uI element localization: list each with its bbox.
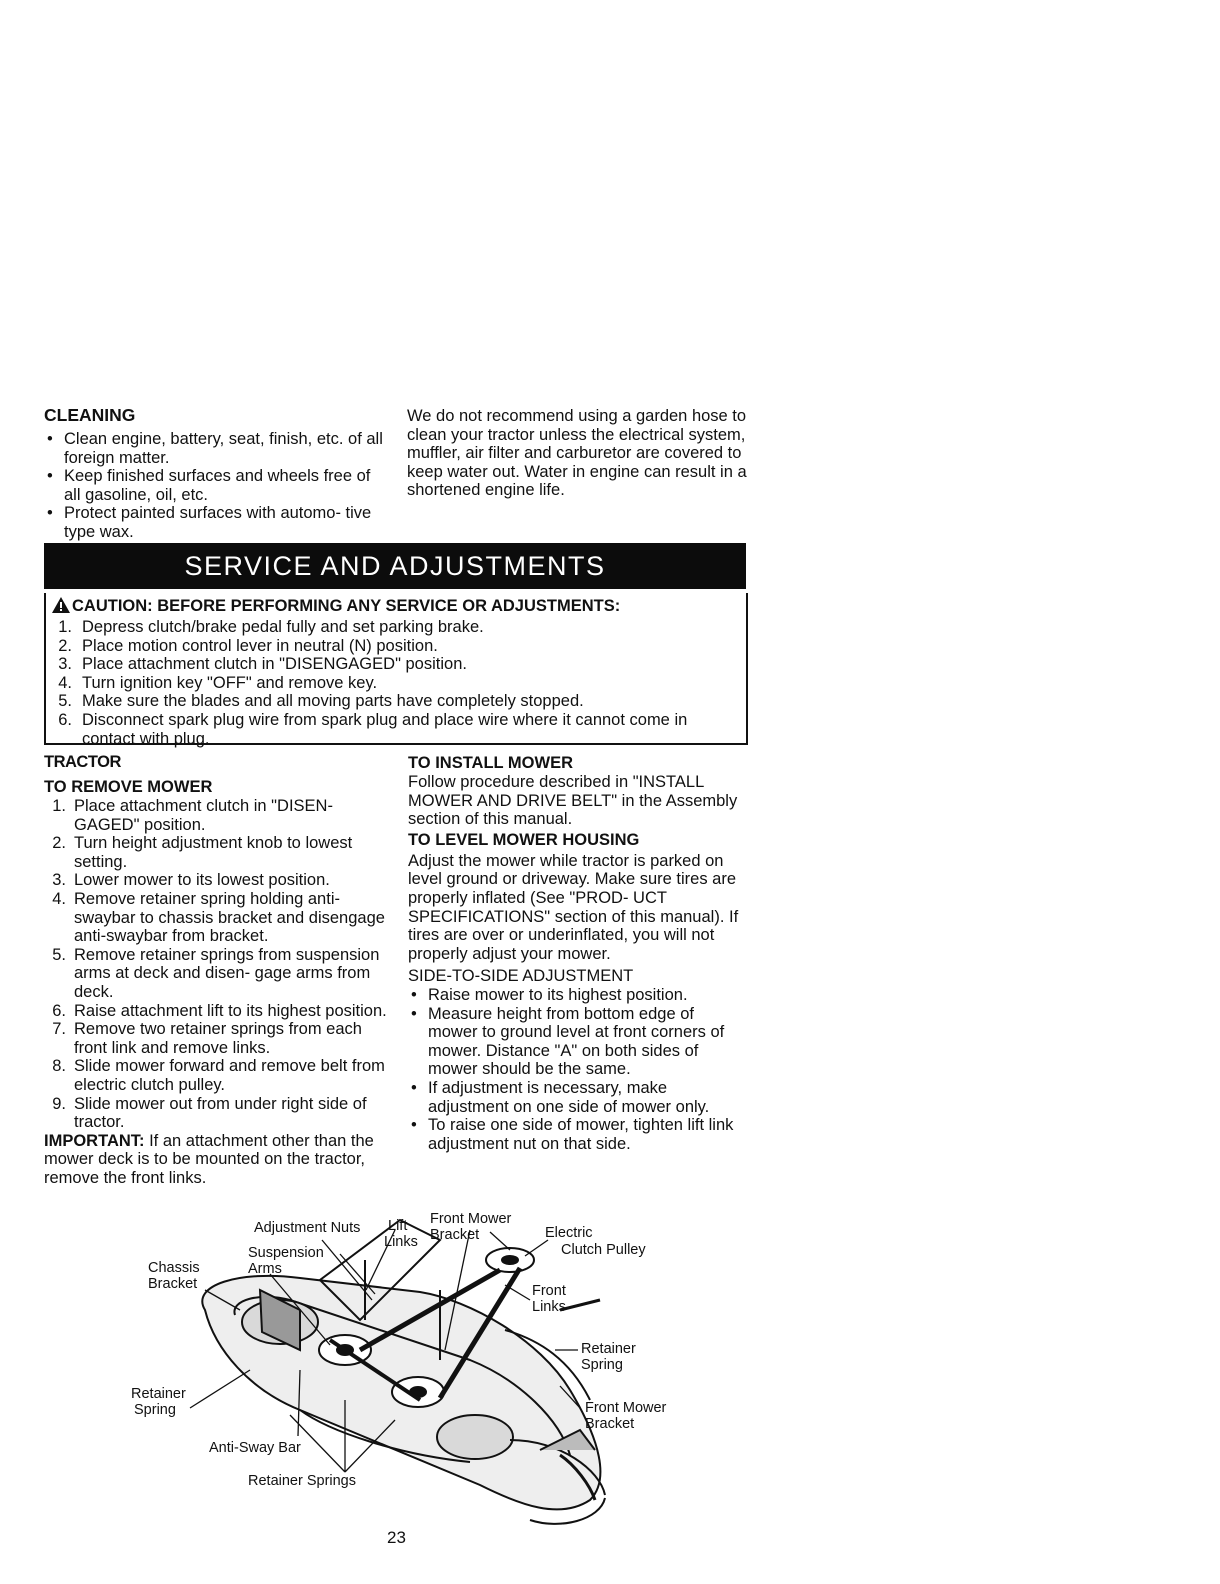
list-item: 4. Turn ignition key "OFF" and remove key.	[58, 673, 378, 692]
label-electric: Electric	[545, 1225, 593, 1241]
remove-mower-heading: TO REMOVE MOWER	[44, 778, 213, 796]
list-item: 6. Disconnect spark plug wire from spark plug and place wire where it cannot come in contact with plug.	[58, 710, 688, 748]
label-retainer-right: Retainer	[581, 1341, 636, 1357]
level-mower-heading: TO LEVEL MOWER HOUSING	[408, 830, 640, 849]
list-item: 1. Place attachment clutch in "DISEN- GAGED" position.	[52, 797, 333, 834]
list-item: 3. Place attachment clutch in "DISENGAGED" position.	[58, 655, 467, 674]
side-to-side-list	[408, 986, 748, 1153]
label-front: Front	[532, 1283, 566, 1299]
list-item: 9. Slide mower out from under right side of tractor.	[52, 1094, 367, 1132]
cleaning-heading: CLEANING	[44, 405, 136, 425]
label-spring-right: Spring	[581, 1357, 623, 1373]
tractor-section	[44, 753, 390, 1187]
list-item: 2. Turn height adjustment knob to lowest setting.	[52, 834, 353, 871]
label-retainer-left: Retainer	[131, 1386, 186, 1402]
cleaning-section	[44, 406, 390, 542]
label-bracket-top: Bracket	[430, 1227, 480, 1243]
list-item: • Measure height from bottom edge of mower to ground level at front corners of mower. Distance "A" on both sides of mower should be the same.	[408, 1005, 748, 1079]
list-item: • Clean engine, battery, seat, finish, etc. of all foreign matter.	[44, 430, 384, 467]
list-item: 4. Remove retainer spring holding anti- swaybar to chassis bracket and disengage anti-swaybar from bracket.	[52, 889, 385, 946]
label-links: Links	[384, 1234, 418, 1250]
label-arms: Arms	[248, 1261, 282, 1277]
page-title: SERVICE AND ADJUSTMENTS	[184, 551, 606, 581]
important-label: IMPORTANT:	[44, 1131, 145, 1150]
section-banner	[44, 543, 746, 589]
list-item: 8. Slide mower forward and remove belt from electric clutch pulley.	[52, 1057, 385, 1094]
list-item: 2. Place motion control lever in neutral (N) position.	[58, 636, 438, 655]
remove-steps	[44, 797, 388, 1132]
label-spring-left: Spring	[134, 1402, 176, 1418]
tractor-heading: TRACTOR	[44, 753, 121, 771]
list-item: • To raise one side of mower, tighten lift link adjustment nut on that side.	[408, 1116, 748, 1153]
label-front-mower-top: Front Mower	[430, 1211, 512, 1227]
list-item: • If adjustment is necessary, make adjustment on one side of mower only.	[408, 1079, 748, 1116]
label-adjustment-nuts: Adjustment Nuts	[254, 1220, 361, 1236]
label-anti-sway-bar: Anti-Sway Bar	[209, 1440, 301, 1456]
caution-box	[44, 593, 748, 748]
label-lift: Lift	[388, 1218, 408, 1234]
label-front-mower-bottom: Front Mower	[585, 1400, 667, 1416]
list-item: 3. Lower mower to its lowest position.	[52, 871, 330, 890]
cleaning-note: We do not recommend using a garden hose to clean your tractor unless the electrical system, muffler, air filter and carburetor are covered to keep water out. Water in engine can result in a shortened engine life.	[407, 407, 747, 500]
list-item: 7. Remove two retainer springs from each front link and remove links.	[52, 1020, 362, 1057]
label-bracket-bottom: Bracket	[585, 1416, 635, 1432]
list-item: • Keep finished surfaces and wheels free of all gasoline, oil, etc.	[44, 467, 384, 504]
level-text: Adjust the mower while tractor is parked on level ground or driveway. Make sure tires are properly inflated (See "PROD- UCT SPECIFICATIONS" section of this manual). If tires are over or underinflated, you will not properly adjust your mower.	[408, 851, 739, 963]
label-chassis: Chassis	[148, 1260, 200, 1276]
list-item: • Raise mower to its highest position.	[408, 986, 748, 1005]
list-item: 1. Depress clutch/brake pedal fully and set parking brake.	[58, 618, 484, 636]
label-clutch-pulley: Clutch Pulley	[561, 1242, 646, 1258]
list-item: • Protect painted surfaces with automo- tive type wax.	[44, 504, 384, 541]
caution-list	[38, 618, 742, 748]
install-mower-heading: TO INSTALL MOWER	[408, 754, 573, 772]
important-text: If an attachment other than the mower deck is to be mounted on the tractor, remove the front links.	[44, 1131, 374, 1187]
list-item: 5. Remove retainer springs from suspension arms at deck and disen- gage arms from deck.	[52, 945, 380, 1001]
list-item: 5. Make sure the blades and all moving parts have completely stopped.	[58, 692, 584, 711]
caution-heading-text: CAUTION: BEFORE PERFORMING ANY SERVICE OR ADJUSTMENTS:	[72, 597, 621, 615]
mower-diagram	[0, 1200, 760, 1540]
install-text: Follow procedure described in "INSTALL MOWER AND DRIVE BELT" in the Assembly section of this manual.	[408, 773, 738, 829]
caution-heading	[52, 597, 742, 618]
label-front-links: Links	[532, 1299, 566, 1315]
cleaning-list	[44, 430, 384, 542]
label-bracket-chassis: Bracket	[148, 1276, 198, 1292]
side-to-side-heading: SIDE-TO-SIDE ADJUSTMENT	[408, 967, 634, 986]
important-note	[44, 1132, 388, 1188]
list-item: 6. Raise attachment lift to its highest position.	[52, 1001, 387, 1020]
install-level-section	[408, 754, 748, 1153]
label-retainer-springs: Retainer Springs	[248, 1473, 356, 1489]
page-number: 23	[387, 1528, 406, 1547]
label-suspension: Suspension	[248, 1245, 324, 1261]
warning-icon	[52, 597, 72, 618]
